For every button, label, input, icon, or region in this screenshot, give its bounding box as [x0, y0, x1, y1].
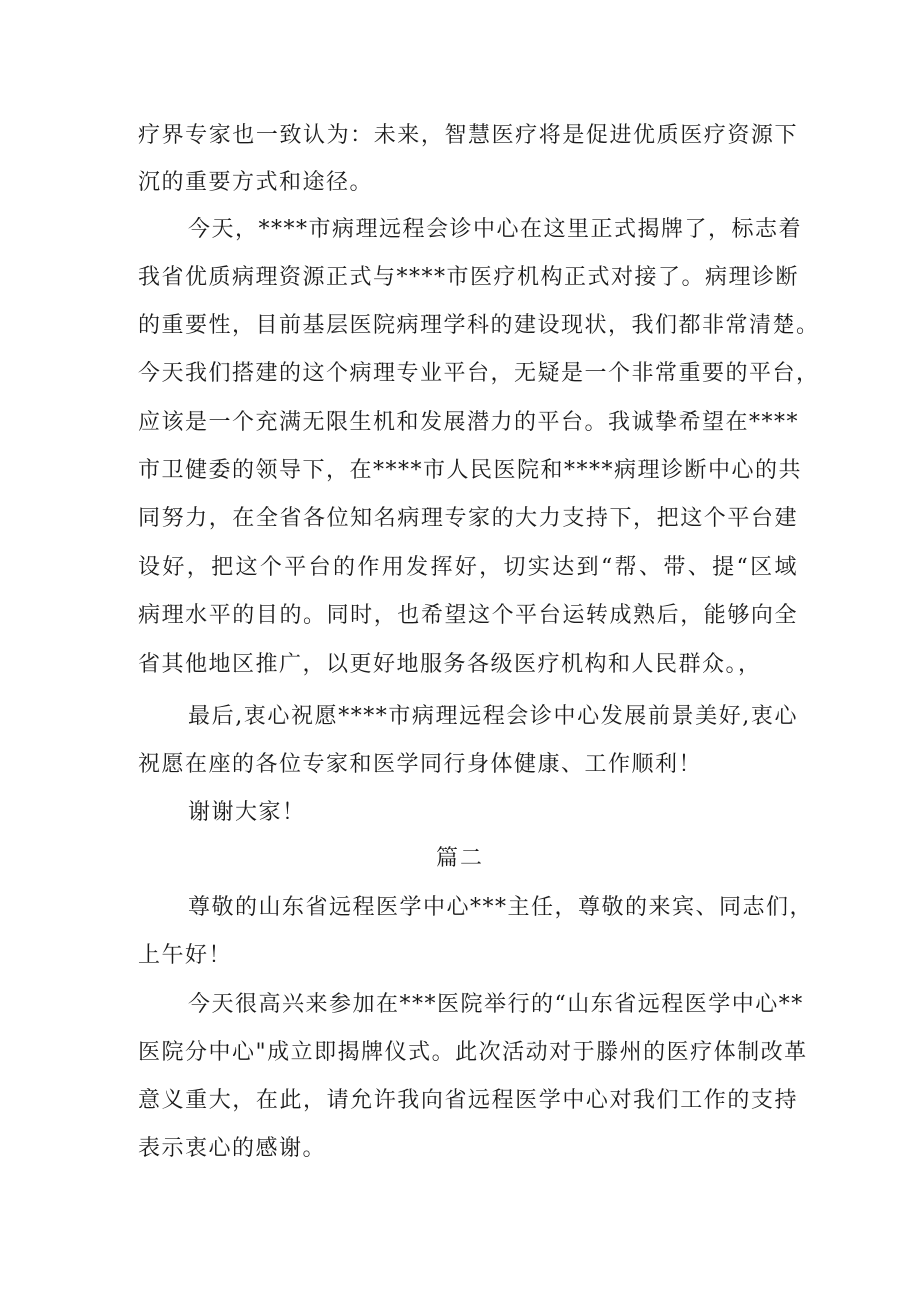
paragraph-5-line-1: 尊敬的山东省远程医学中心***主任，尊敬的来宾、同志们，	[188, 895, 814, 920]
paragraph-2-line-1: 今天，****市病理远程会诊中心在这里正式揭牌了，标志着	[188, 217, 803, 242]
paragraph-6-line-3: 意义重大，在此，请允许我向省远程医学中心对我们工作的支持	[138, 1088, 798, 1113]
paragraph-6-line-2: 医院分中心"成立即揭牌仪式。此次活动对于滕州的医疗体制改革	[138, 1040, 808, 1065]
paragraph-2-line-10: 省其他地区推广，以更好地服务各级医疗机构和人民群众。，	[138, 652, 762, 677]
paragraph-2-line-4: 今天我们搭建的这个病理专业平台，无疑是一个非常重要的平台，	[138, 361, 820, 386]
paragraph-2-line-2: 我省优质病理资源正式与****市医疗机构正式对接了。病理诊断	[138, 265, 800, 290]
paragraph-2-line-6: 市卫健委的领导下，在****市人民医院和****病理诊断中心的共	[138, 458, 803, 483]
paragraph-2-line-8: 设好，把这个平台的作用发挥好，切实达到“帮、带、提“区域	[138, 555, 798, 580]
paragraph-1-line-2: 沉的重要方式和途径。	[138, 170, 374, 195]
paragraph-2-line-9: 病理水平的目的。同时，也希望这个平台运转成熟后，能够向全	[138, 603, 798, 628]
paragraph-1-line-1: 疗界专家也一致认为：未来，智慧医疗将是促进优质医疗资源下	[138, 123, 798, 148]
paragraph-2-line-3: 的重要性，目前基层医院病理学科的建设现状，我们都非常清楚。	[138, 313, 820, 338]
paragraph-3-line-1: 最后,衷心祝愿****市病理远程会诊中心发展前景美好,衷心	[188, 704, 798, 729]
paragraph-5-line-2: 上午好！	[138, 943, 233, 968]
paragraph-2-line-5: 应该是一个充满无限生机和发展潜力的平台。我诚挚希望在****	[138, 410, 800, 435]
paragraph-6-line-1: 今天很高兴来参加在***医院举行的“山东省远程医学中心**	[188, 992, 804, 1017]
paragraph-2-line-7: 同努力，在全省各位知名病理专家的大力支持下，把这个平台建	[138, 506, 798, 531]
paragraph-6-line-4: 表示衷心的感谢。	[138, 1136, 327, 1161]
section-heading: 篇二	[435, 846, 484, 871]
paragraph-3-line-2: 祝愿在座的各位专家和医学同行身体健康、工作顺利！	[138, 752, 703, 777]
paragraph-4-line-1: 谢谢大家！	[188, 800, 306, 825]
